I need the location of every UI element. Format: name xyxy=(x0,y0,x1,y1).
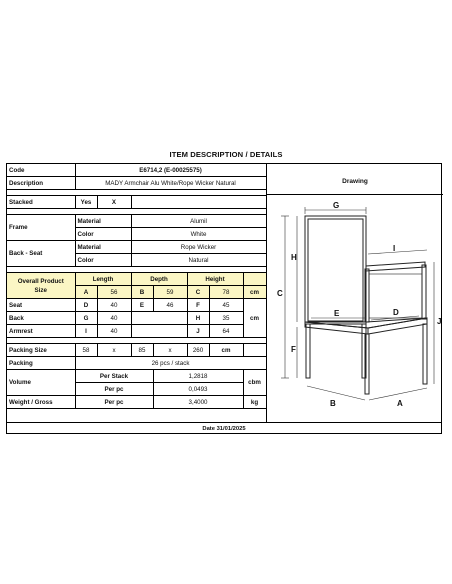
drawing-divider xyxy=(267,194,443,195)
seat-label: Seat xyxy=(7,299,75,312)
drawing-label-d: D xyxy=(393,308,399,317)
back-seat-color-label: Color xyxy=(75,254,131,267)
overall-size-label xyxy=(7,273,75,299)
components-unit: cm xyxy=(243,299,266,338)
drawing-label-j: J xyxy=(437,317,442,326)
dim-j-value: 64 xyxy=(209,325,243,338)
dim-line-b xyxy=(307,386,365,400)
dim-b-value: 59 xyxy=(153,286,187,299)
weight-per-pc-label: Per pc xyxy=(75,396,153,409)
dim-line-i xyxy=(368,250,427,254)
row-code xyxy=(7,164,266,177)
weight-value: 3,4000 xyxy=(153,396,243,409)
dim-d-value: 40 xyxy=(97,299,131,312)
packing-size-label: Packing Size xyxy=(7,344,75,357)
overall-unit: cm xyxy=(243,286,266,299)
code-value: E6714,2 (E-00025575) xyxy=(75,164,266,177)
dim-a-value: 56 xyxy=(97,286,131,299)
description-label: Description xyxy=(7,177,75,190)
armrest-empty xyxy=(131,325,187,338)
packing-label: Packing xyxy=(7,357,75,370)
dim-c-key: C xyxy=(187,286,209,299)
dim-f-value: 45 xyxy=(209,299,243,312)
drawing-label-c: C xyxy=(277,289,283,298)
drawing-label-b: B xyxy=(330,399,336,408)
row-armrest xyxy=(7,325,266,338)
row-backseat-material xyxy=(7,241,266,254)
dim-f-key: F xyxy=(187,299,209,312)
drawing-label-h: H xyxy=(291,253,297,262)
back-seat-material-value: Rope Wicker xyxy=(131,241,266,254)
drawing-panel xyxy=(266,164,443,422)
packing-size-empty xyxy=(243,344,266,357)
volume-per-stack-label: Per Stack xyxy=(75,370,153,383)
weight-label: Weight / Gross xyxy=(7,396,75,409)
row-frame-material xyxy=(7,215,266,228)
row-volume-stack xyxy=(7,370,266,383)
packing-value: 26 pcs / stack xyxy=(75,357,266,370)
chair-drawing xyxy=(267,196,443,420)
overall-size-label-line2: Size xyxy=(34,286,47,294)
dim-g-value: 40 xyxy=(97,312,131,325)
packing-x2: x xyxy=(153,344,187,357)
back-seat-label: Back - Seat xyxy=(7,241,75,267)
drawing-label-i: I xyxy=(393,244,396,253)
code-label: Code xyxy=(7,164,75,177)
depth-header: Depth xyxy=(131,273,187,286)
volume-per-stack-value: 1,2818 xyxy=(153,370,243,383)
dim-c-value: 78 xyxy=(209,286,243,299)
weight-unit: kg xyxy=(243,396,266,409)
back-seat-color-value: Natural xyxy=(131,254,266,267)
frame-label: Frame xyxy=(7,215,75,241)
packing-unit: cm xyxy=(209,344,243,357)
chair-armrest-top xyxy=(366,262,425,271)
row-stacked xyxy=(7,196,266,209)
volume-label: Volume xyxy=(7,370,75,396)
chair-back-outline xyxy=(305,216,366,324)
stacked-mark: X xyxy=(97,196,131,209)
height-header: Height xyxy=(187,273,243,286)
dim-g-key: G xyxy=(75,312,97,325)
dim-e-key: E xyxy=(131,299,153,312)
drawing-title: Drawing xyxy=(342,178,368,185)
chair-back-inner xyxy=(308,219,363,321)
row-description xyxy=(7,177,266,190)
stacked-yes-label: Yes xyxy=(75,196,97,209)
dim-i-value: 40 xyxy=(97,325,131,338)
frame-color-label: Color xyxy=(75,228,131,241)
packing-width: 85 xyxy=(131,344,153,357)
dim-i-key: I xyxy=(75,325,97,338)
unit-header-empty xyxy=(243,273,266,286)
packing-x1: x xyxy=(97,344,131,357)
row-seat xyxy=(7,299,266,312)
back-empty xyxy=(131,312,187,325)
frame-color-value: White xyxy=(131,228,266,241)
chair-armrest-back-post xyxy=(422,265,426,319)
drawing-label-a: A xyxy=(397,399,403,408)
dim-j-key: J xyxy=(187,325,209,338)
row-overall-header xyxy=(7,273,266,286)
drawing-label-f: F xyxy=(291,345,296,354)
row-weight xyxy=(7,396,266,409)
dim-b-key: B xyxy=(131,286,153,299)
spec-sheet xyxy=(6,163,442,434)
chair-back-left-leg xyxy=(306,324,310,378)
stacked-label: Stacked xyxy=(7,196,75,209)
drawing-label-e: E xyxy=(334,309,340,318)
volume-unit: cbm xyxy=(243,370,266,396)
document-title: ITEM DESCRIPTION / DETAILS xyxy=(169,150,283,159)
dim-a-key: A xyxy=(75,286,97,299)
armrest-label: Armrest xyxy=(7,325,75,338)
drawing-label-g: G xyxy=(333,201,340,210)
overall-size-label-line1: Overall Product xyxy=(17,277,64,285)
row-packing xyxy=(7,357,266,370)
dim-h-key: H xyxy=(187,312,209,325)
packing-height: 260 xyxy=(187,344,209,357)
date-footer: Date 31/01/2025 xyxy=(7,422,441,435)
chair-front-right-leg xyxy=(423,324,427,384)
back-label: Back xyxy=(7,312,75,325)
volume-per-pc-label: Per pc xyxy=(75,383,153,396)
frame-material-value: Alumil xyxy=(131,215,266,228)
dim-h-value: 35 xyxy=(209,312,243,325)
frame-material-label: Material xyxy=(75,215,131,228)
dim-d-key: D xyxy=(75,299,97,312)
row-packing-size xyxy=(7,344,266,357)
stacked-empty xyxy=(131,196,266,209)
packing-length: 58 xyxy=(75,344,97,357)
volume-per-pc-value: 0,0493 xyxy=(153,383,243,396)
spec-table xyxy=(7,164,267,409)
back-seat-material-label: Material xyxy=(75,241,131,254)
row-back xyxy=(7,312,266,325)
dim-e-value: 46 xyxy=(153,299,187,312)
description-value: MADY Armchair Alu White/Rope Wicker Natural xyxy=(75,177,266,190)
length-header: Length xyxy=(75,273,131,286)
